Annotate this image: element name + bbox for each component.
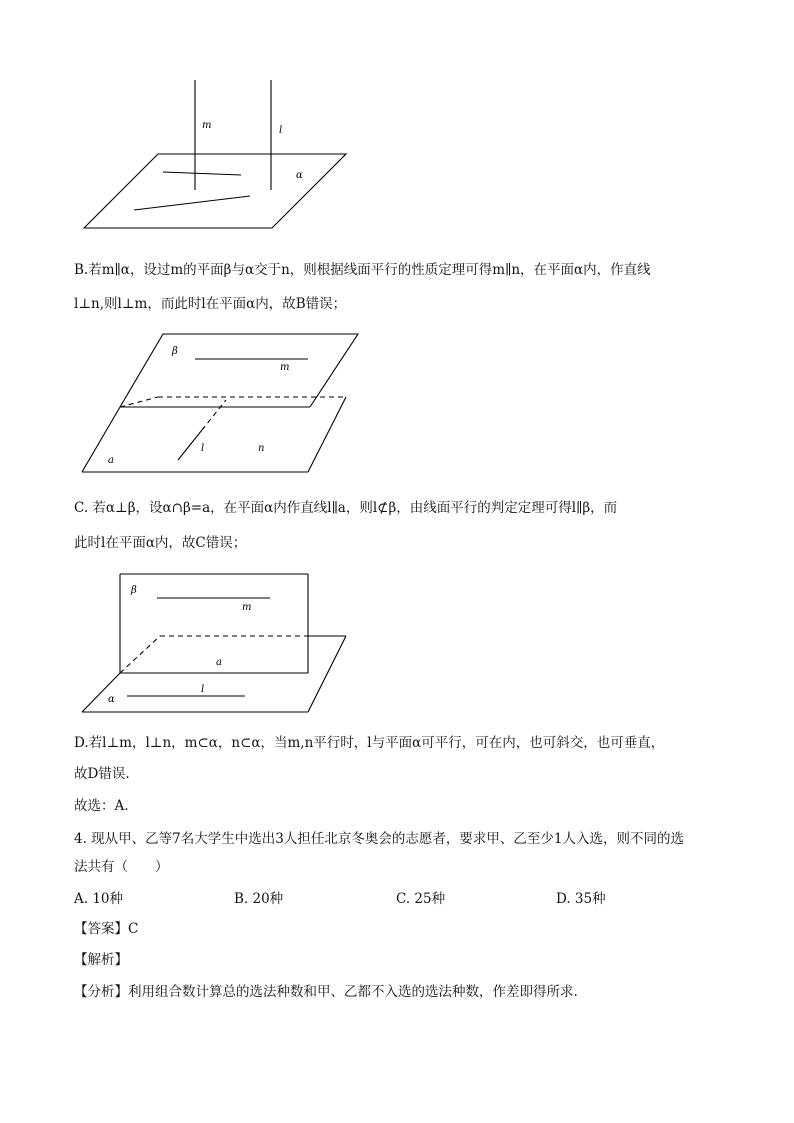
text-analysis: 【分析】利用组合数计算总的选法种数和甲、乙都不入选的选法种数，作差即得所求. xyxy=(74,984,578,1000)
choice-b: B. 20种 xyxy=(234,891,284,907)
segment-in-plane-1 xyxy=(163,172,241,175)
plane-alpha-right-edge-2 xyxy=(308,397,346,472)
label-beta-2: β xyxy=(172,346,178,357)
plane-alpha-left-3 xyxy=(82,673,120,712)
text-option-d-line1: D.若l⊥m，l⊥n，m⊂α，n⊂α，当m,n平行时，l与平面α可平行，可在内，也可斜交，也可垂直， xyxy=(74,735,665,751)
choice-c: C. 25种 xyxy=(396,891,446,907)
label-l-1: l xyxy=(279,125,283,136)
line-l-2-solid xyxy=(178,430,205,460)
label-m-2: m xyxy=(280,362,290,373)
plane-alpha-1 xyxy=(84,154,346,228)
text-option-c-line1: C. 若α⊥β，设α∩β=a，在平面α内作直线l∥a，则l⊄β，由线面平行的判定定理可得l∥β，而 xyxy=(74,500,618,516)
figure-3-perpendicular-planes xyxy=(0,560,794,720)
label-beta-3: β xyxy=(131,585,137,596)
text-question-4-line2: 法共有（ ） xyxy=(74,859,169,875)
choice-a: A. 10种 xyxy=(74,891,124,907)
label-a-3: a xyxy=(216,657,222,668)
text-analysis-title: 【解析】 xyxy=(74,952,128,968)
choice-d: D. 35种 xyxy=(556,891,606,907)
segment-in-plane-2 xyxy=(134,196,250,210)
text-option-b-line1: B.若m∥α，设过m的平面β与α交于n，则根据线面平行的性质定理可得m∥n，在平面α内，作直线 xyxy=(74,262,651,278)
text-option-b-line2: l⊥n,则l⊥m，而此时l在平面α内，故B错误； xyxy=(74,296,347,312)
label-n-2: n xyxy=(258,443,265,454)
text-option-c-line2: 此时l在平面α内，故C错误； xyxy=(74,535,247,551)
text-answer: 【答案】C xyxy=(74,921,139,937)
text-choose-answer: 故选：A. xyxy=(74,798,129,814)
label-l-2: l xyxy=(201,443,205,454)
label-alpha-1: α xyxy=(296,170,303,181)
label-alpha-3: α xyxy=(108,694,115,705)
plane-alpha-right-3 xyxy=(308,636,346,712)
line-l-2-hidden xyxy=(202,400,226,430)
label-m-1: m xyxy=(202,120,212,131)
plane-beta-2 xyxy=(120,334,358,407)
text-option-d-line2: 故D错误. xyxy=(74,766,130,782)
label-a-2: a xyxy=(108,455,114,466)
hidden-edge-left-3 xyxy=(120,636,160,673)
plane-alpha-left-edge-2 xyxy=(82,407,120,472)
text-question-4-line1: 4. 现从甲、乙等7名大学生中选出3人担任北京冬奥会的志愿者，要求甲、乙至少1人入选，则不同的选 xyxy=(74,831,684,847)
label-m-3: m xyxy=(242,602,252,613)
figure-1-plane-with-lines xyxy=(0,0,794,240)
figure-2-intersecting-planes xyxy=(0,320,794,480)
label-l-3: l xyxy=(201,684,205,695)
hidden-edge-left-2 xyxy=(120,397,158,407)
